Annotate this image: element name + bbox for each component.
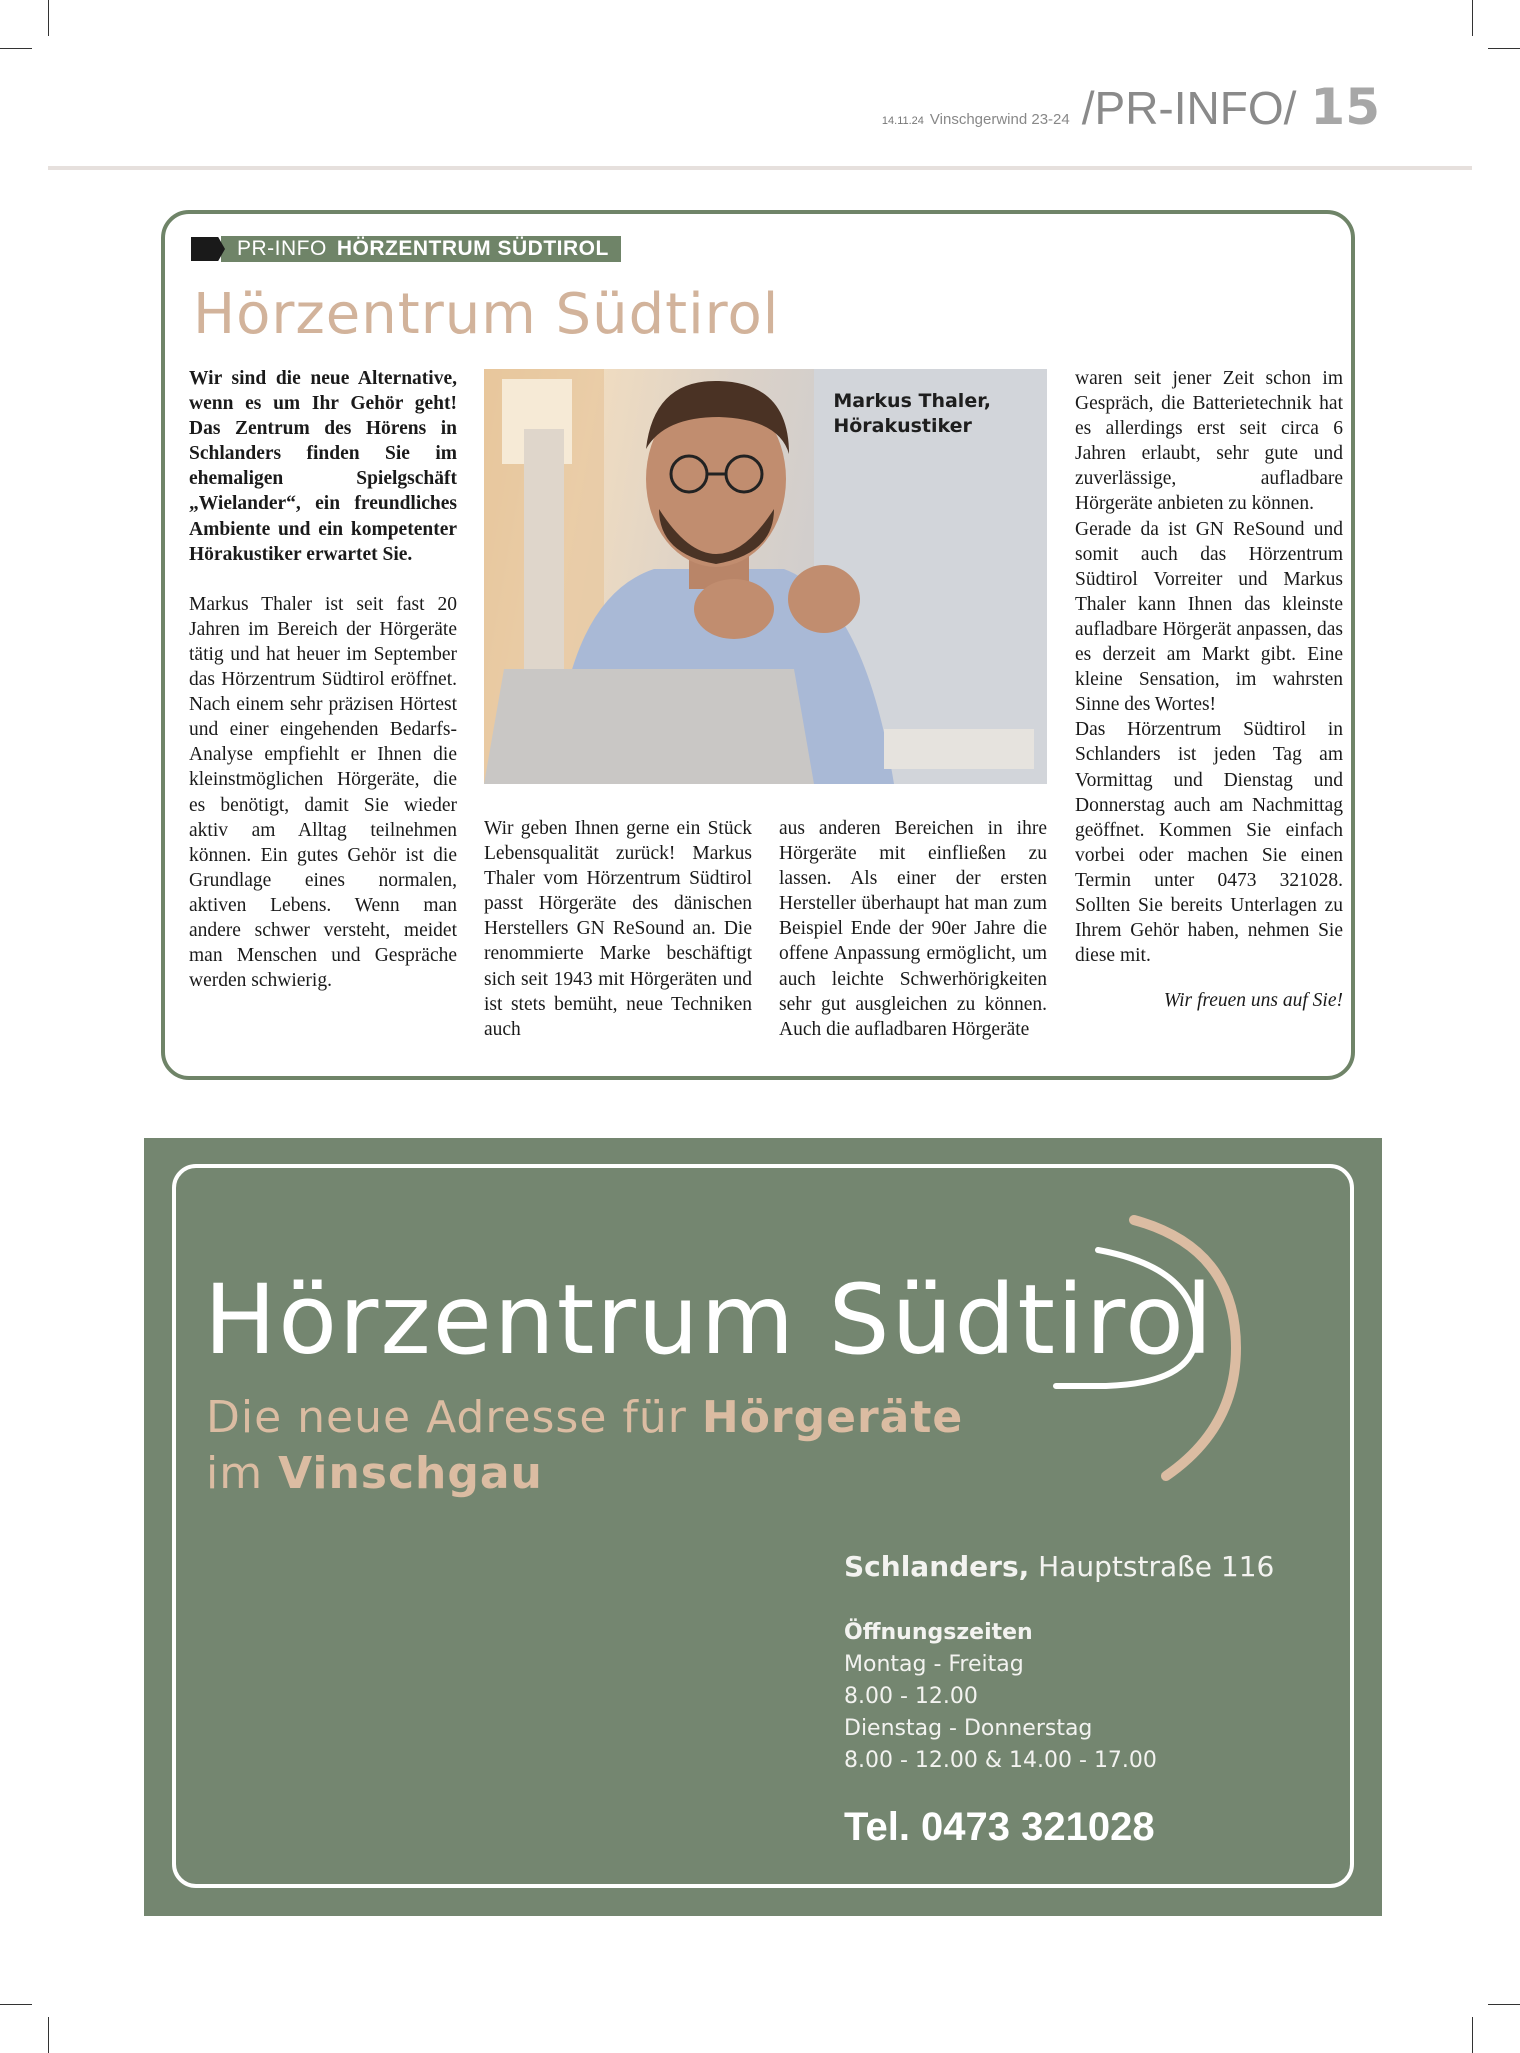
- article-column-2: [484, 816, 752, 1042]
- header-rule: [48, 166, 1472, 170]
- ad-subtitle-highlight: Vinschgau: [278, 1448, 543, 1499]
- advertisement: [144, 1138, 1382, 1916]
- crop-mark: [48, 2017, 49, 2053]
- page-header: [882, 78, 1380, 136]
- publication-name: Vinschgerwind 23-24: [929, 111, 1070, 128]
- hearing-arc-icon: [1046, 1208, 1266, 1488]
- article-paragraph: Wir geben Ihnen gerne ein Stück Lebensqualität zurück! Markus Thaler vom Hörzentrum Südtirol passt Hörgeräte des dänischen Herstellers GN ReSound an. Die renommierte Marke beschäftigt sich seit 1943 mit Hörgeräten und ist stets bemüht, neue Techniken auch: [484, 818, 752, 1040]
- portrait-photo: [484, 369, 1047, 784]
- article-column-3: [779, 816, 1047, 1042]
- hours-days: Montag - Freitag: [844, 1652, 1024, 1677]
- ad-subtitle-line-2: [206, 1448, 543, 1499]
- crop-mark: [1488, 2004, 1520, 2005]
- crop-mark: [1472, 0, 1473, 36]
- crop-mark: [48, 0, 49, 36]
- crop-mark: [0, 48, 32, 49]
- ad-title: Hörzentrum Südtirol: [204, 1264, 1215, 1376]
- ad-address: [844, 1550, 1274, 1583]
- opening-hours: [844, 1617, 1274, 1777]
- article-paragraph: Gerade da ist GN ReSound und somit auch das Hörzentrum Südtirol Vorreiter und Markus Thaler kann Ihnen das kleinste aufladbare Hörgerät anpassen, das es derzeit am Markt gibt. Eine kleine Sensation, im wahrsten Sinne des Wortes!: [1075, 518, 1343, 716]
- kicker-title: HÖRZENTRUM SÜDTIROL: [336, 237, 609, 260]
- article-paragraph: aus anderen Bereichen in ihre Hörgeräte mit einfließen zu lassen. Als einer der ersten Hersteller überhaupt hat man zum Beispiel Ende der 90er Jahre die offene Anpassung ermöglicht, um auch leichte Schwerhörigkeiten sehr gut ausgleichen zu können. Auch die aufladbaren Hörgeräte: [779, 818, 1047, 1040]
- article-paragraph: Das Hörzentrum Südtirol in Schlanders ist jeden Tag am Vormittag und Dienstag und Donnerstag auch am Nachmittag geöffnet. Kommen Sie einfach vorbei oder machen Sie einen Termin unter 0473 321028. Sollten Sie bereits Unterlagen zu Ihrem Gehör haben, nehmen Sie diese mit.: [1075, 719, 1343, 967]
- hours-days: Dienstag - Donnerstag: [844, 1716, 1093, 1741]
- article-column-4: [1075, 366, 1343, 1013]
- arrow-icon: [191, 237, 225, 261]
- pr-article: [161, 210, 1355, 1080]
- crop-mark: [0, 2004, 32, 2005]
- phone-number: Tel. 0473 321028: [844, 1805, 1155, 1849]
- hours-time: 8.00 - 12.00 & 14.00 - 17.00: [844, 1748, 1157, 1773]
- ad-contact-info: [844, 1550, 1274, 1850]
- hours-time: 8.00 - 12.00: [844, 1684, 978, 1709]
- section-label: /PR-INFO/: [1081, 82, 1297, 134]
- caption-role: Hörakustiker: [833, 415, 972, 437]
- article-paragraph: Markus Thaler ist seit fast 20 Jahren im Bereich der Hörgeräte tätig und hat heuer im September das Hörzentrum Südtirol eröffnet. Nach einem sehr präzisen Hörtest und einer eingehenden Bedarfs-Analyse empfiehlt er Ihnen die kleinstmöglichen Hörgeräte, die es benötigt, damit Sie wieder aktiv am Alltag teilnehmen können. Ein gutes Gehör ist die Grundlage eines normalen, aktiven Lebens. Wenn man andere schwer versteht, meidet man Menschen und Gespräche werden schwierig.: [189, 593, 457, 992]
- photo-caption: [833, 389, 991, 439]
- hours-title: Öffnungszeiten: [844, 1620, 1033, 1645]
- article-paragraph: waren seit jener Zeit schon im Gespräch, die Batterietechnik hat es allerdings erst seit circa 6 Jahren erlaubt, sehr gute und zuverlässige, aufladbare Hörgeräte anbieten zu können.: [1075, 368, 1343, 515]
- ad-frame: [172, 1164, 1354, 1888]
- kicker-label: PR-INFO: [237, 237, 327, 260]
- kicker-band: [221, 236, 621, 262]
- issue-date: 14.11.24: [881, 115, 924, 127]
- article-kicker: [191, 236, 621, 262]
- article-title: Hörzentrum Südtirol: [193, 282, 780, 347]
- caption-name: Markus Thaler,: [833, 390, 991, 412]
- crop-mark: [1472, 2017, 1473, 2053]
- address-street: Hauptstraße 116: [1029, 1550, 1275, 1583]
- address-city: Schlanders,: [844, 1550, 1030, 1583]
- ad-subtitle-text: im: [206, 1448, 279, 1499]
- article-signoff: Wir freuen uns auf Sie!: [1163, 990, 1343, 1012]
- page-number: 15: [1310, 78, 1380, 136]
- ad-subtitle-highlight: Hörgeräte: [701, 1392, 964, 1443]
- ad-subtitle-text: Die neue Adresse für: [206, 1392, 702, 1443]
- article-column-1: [189, 366, 457, 993]
- ad-subtitle-line-1: [206, 1392, 963, 1443]
- article-lead: Wir sind die neue Alternative, wenn es um Ihr Gehör geht! Das Zentrum des Hörens in Schlanders finden Sie im ehemaligen Spielgschäft „Wielander“, ein freundliches Ambiente und ein kompetenter Hörakustiker erwartet Sie.: [189, 368, 457, 565]
- crop-mark: [1488, 48, 1520, 49]
